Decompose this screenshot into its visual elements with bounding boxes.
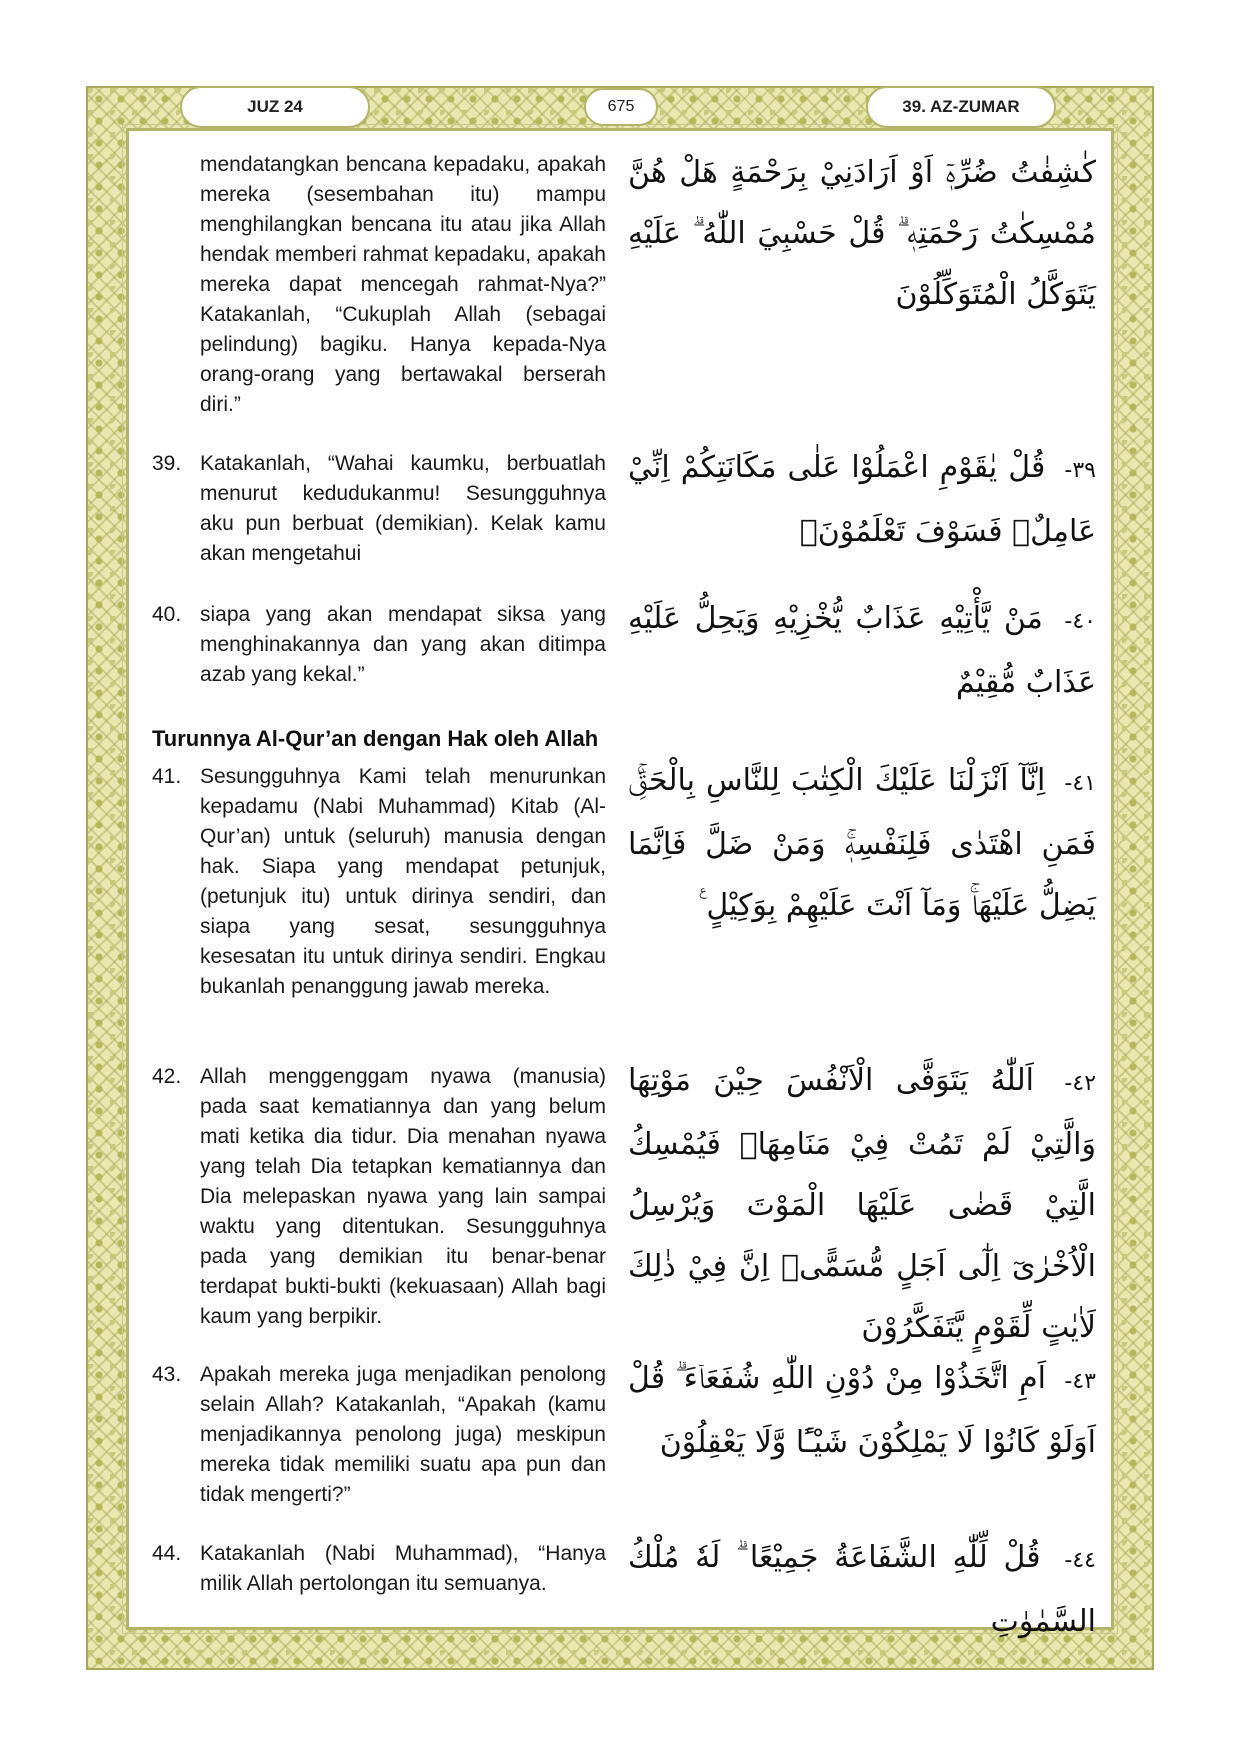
verse-number: 44. bbox=[152, 1542, 182, 1565]
verse-arabic: قُلْ لِّلّٰهِ الشَّفَاعَةُ جَمِيْعًا ۗ لَهٗ مُلْكُ السَّمٰوٰتِ bbox=[628, 1540, 1096, 1639]
verse-number: 42. bbox=[152, 1065, 182, 1088]
verse-arabic: قُلْ يٰقَوْمِ اعْمَلُوْا عَلٰى مَكَانَتِكُمْ اِنِّيْ عَامِلٌۚ فَسَوْفَ تَعْلَمُوْنَۙ bbox=[628, 450, 1096, 549]
verse-translation: Allah menggenggam nyawa (manusia) pada saat kematiannya dan yang belum mati ketika dia tidur. Dia menahan nyawa yang telah Dia tetapkan kematiannya dan Dia melepaskan nyawa yang lain sampai waktu yang ditentukan. Sesungguhnya pada yang demikian itu benar-benar terdapat bukti-bukti (kekuasaan) Allah bagi kaum yang berpikir. bbox=[200, 1065, 606, 1328]
verse-arabic-number: ٤٠- bbox=[1064, 609, 1096, 634]
verse-translation: Katakanlah (Nabi Muhammad), “Hanya milik Allah pertolongan itu semuanya. bbox=[200, 1542, 606, 1595]
verse-arabic: اَمِ اتَّخَذُوْا مِنْ دُوْنِ اللّٰهِ شُفَعَاۤءَ ۗ قُلْ اَوَلَوْ كَانُوْا لَا يَمْلِكُوْنَ شَيْـًٔا وَّلَا يَعْقِلُوْنَ bbox=[628, 1361, 1096, 1460]
page-number: 675 bbox=[584, 88, 658, 126]
verse-translation: Apakah mereka juga menjadikan penolong selain Allah? Katakanlah, “Apakah (kamu menjadikannya penolong juga) meskipun mereka tidak memiliki suatu apa pun dan tidak mengerti?” bbox=[200, 1363, 606, 1506]
juz-label: JUZ 24 bbox=[180, 86, 370, 128]
verse-translation: Sesungguhnya Kami telah menurunkan kepadamu (Nabi Muhammad) Kitab (Al-Qur’an) untuk (seluruh) manusia dengan hak. Siapa yang mendapat petunjuk, (petunjuk itu) untuk dirinya sendiri, dan siapa yang sesat, sesungguhnya kesesatan itu untuk dirinya sendiri. Engkau bukanlah penanggung jawab mereka. bbox=[200, 765, 606, 998]
verse-arabic-number: ٤٣- bbox=[1064, 1369, 1096, 1394]
verse-number: 41. bbox=[152, 765, 182, 788]
verse-arabic: مَنْ يَّأْتِيْهِ عَذَابٌ يُّخْزِيْهِ وَيَحِلُّ عَلَيْهِ عَذَابٌ مُّقِيْمٌ bbox=[628, 601, 1096, 700]
verse-number: 43. bbox=[152, 1363, 182, 1386]
verse-arabic-number: ٤٢- bbox=[1064, 1071, 1097, 1096]
verse-translation: mendatangkan bencana kepadaku, apakah mereka (sesembahan itu) mampu menghilangkan bencana itu atau jika Allah hendak memberi rahmat kepadaku, apakah mereka dapat mencegah rahmat-Nya?” Katakanlah, “Cukuplah Allah (sebagai pelindung) bagiku. Hanya kepada-Nya orang-orang yang bertawakal berserah diri.” bbox=[200, 153, 606, 416]
verse-arabic-number: ٤١- bbox=[1064, 771, 1096, 796]
section-heading: Turunnya Al-Qur’an dengan Hak oleh Allah bbox=[152, 726, 599, 751]
surah-label: 39. AZ-ZUMAR bbox=[866, 86, 1056, 128]
verse-translation: siapa yang akan mendapat siksa yang menghinakannya dan yang akan ditimpa azab yang kekal.” bbox=[200, 603, 606, 686]
verse-translation: Katakanlah, “Wahai kaumku, berbuatlah menurut kedudukanmu! Sesungguhnya aku pun berbuat (demikian). Kelak kamu akan mengetahui bbox=[200, 452, 606, 565]
verse-number: 40. bbox=[152, 603, 182, 626]
verse-arabic-number: ٣٩- bbox=[1064, 458, 1096, 483]
verse-arabic-number: ٤٤- bbox=[1064, 1548, 1096, 1573]
verse-number: 39. bbox=[152, 452, 182, 475]
verse-arabic: كٰشِفٰتُ ضُرِّهٖٓ اَوْ اَرَادَنِيْ بِرَحْمَةٍ هَلْ هُنَّ مُمْسِكٰتُ رَحْمَتِهٖ ۗ قُلْ حَسْبِيَ اللّٰهُ ۗ عَلَيْهِ يَتَوَكَّلُ الْمُتَوَكِّلُوْنَ bbox=[628, 155, 1096, 312]
verse-arabic: اِنَّآ اَنْزَلْنَا عَلَيْكَ الْكِتٰبَ لِلنَّاسِ بِالْحَقِّۚ فَمَنِ اهْتَدٰى فَلِنَفْسِهٖۚ وَمَنْ ضَلَّ فَاِنَّمَا يَضِلُّ عَلَيْهَاۚ وَمَآ اَنْتَ عَلَيْهِمْ بِوَكِيْلٍ ࣖ bbox=[628, 763, 1096, 923]
verse-arabic: اَللّٰهُ يَتَوَفَّى الْاَنْفُسَ حِيْنَ مَوْتِهَا وَالَّتِيْ لَمْ تَمُتْ فِيْ مَنَامِهَاۚ فَيُمْسِكُ الَّتِيْ قَضٰى عَلَيْهَا الْمَوْتَ وَيُرْسِلُ الْاُخْرٰىٓ اِلٰٓى اَجَلٍ مُّسَمًّىۗ اِنَّ فِيْ ذٰلِكَ لَاٰيٰتٍ لِّقَوْمٍ يَّتَفَكَّرُوْنَ bbox=[628, 1063, 1096, 1345]
